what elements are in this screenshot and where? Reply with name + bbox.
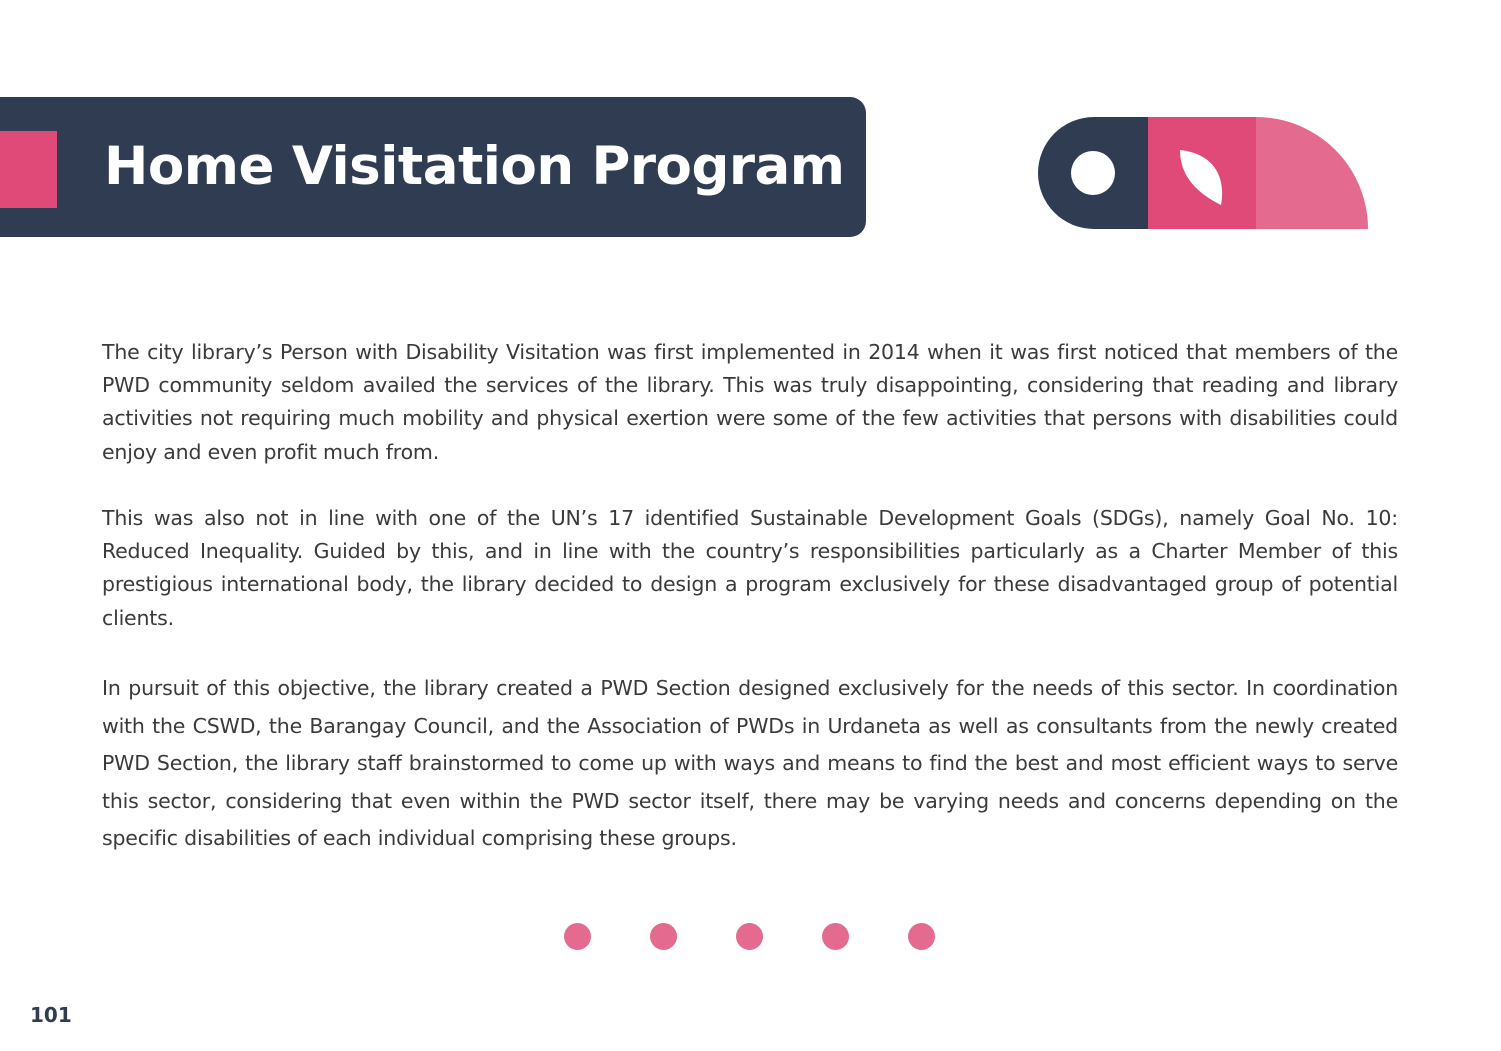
dot-icon xyxy=(650,923,677,950)
leaf-and-dot-emblem-icon xyxy=(1038,117,1368,229)
dot-icon xyxy=(564,923,591,950)
title-accent-bar xyxy=(0,131,57,208)
paragraph-sdg: This was also not in line with one of the UN’s 17 identified Sustainable Development Goals (SDGs), namely Goal No. 10: Reduced Inequality. Guided by this, and in line with the country’s responsibilities particularly as a Charter Member of this prestigious international body, the library decided to design a program exclusively for these disadvantaged group of potential clients. xyxy=(102,506,1398,630)
dot-icon xyxy=(822,923,849,950)
dot-icon xyxy=(908,923,935,950)
logo-quarter-circle xyxy=(1256,117,1368,229)
page-number: 101 xyxy=(30,1003,72,1027)
paragraph-pwd-section: In pursuit of this objective, the library created a PWD Section designed exclusively for the needs of this sector. In coordination with the CSWD, the Barangay Council, and the Association of PWDs in Urdaneta as well as consultants from the newly created PWD Section, the library staff brainstormed to come up with ways and means to find the best and most efficient ways to serve this sector, considering that even within the PWD sector itself, there may be varying needs and concerns depending on the specific disabilities of each individual comprising these groups. xyxy=(102,676,1398,850)
dot-icon xyxy=(736,923,763,950)
decorative-dots xyxy=(564,923,935,950)
page-title: Home Visitation Program xyxy=(104,136,845,197)
paragraph-intro: The city library’s Person with Disability Visitation was first implemented in 2014 when it was first noticed that members of the PWD community seldom availed the services of the library. This was truly disappointing, considering that reading and library activities not requiring much mobility and physical exertion were some of the few activities that persons with disabilities could enjoy and even profit much from. xyxy=(102,340,1398,464)
logo-white-dot xyxy=(1071,151,1115,195)
